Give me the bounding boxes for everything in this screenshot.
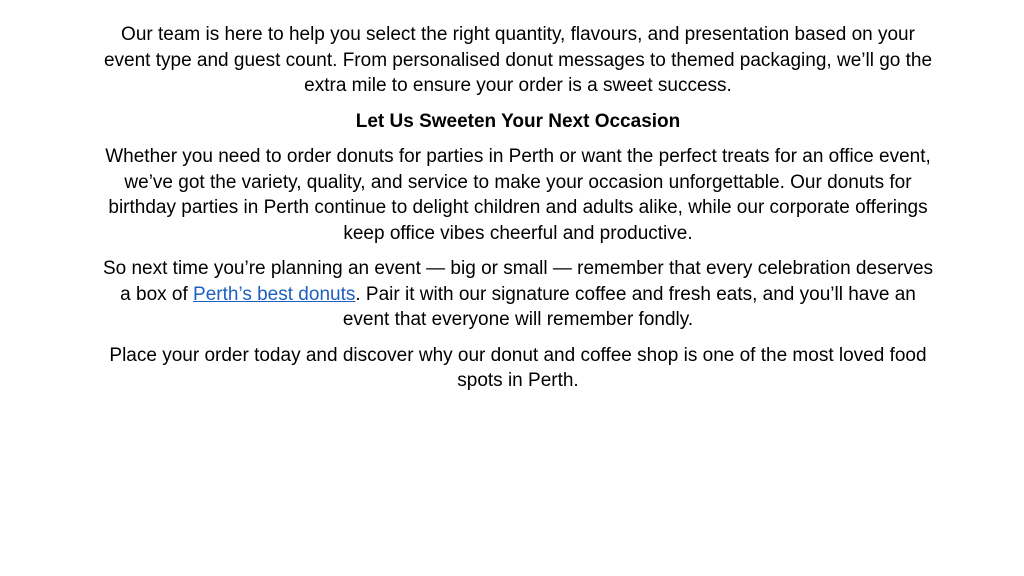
event-paragraph [96, 256, 940, 333]
slide-content [96, 22, 940, 404]
occasion-paragraph: Whether you need to order donuts for parties in Perth or want the perfect treats for an office event, we’ve got the variety, quality, and service to make your occasion unforgettable. Our donuts for birthday parties in Perth continue to delight children and adults alike, while our corporate offerings keep office vibes cheerful and productive. [105, 146, 931, 244]
section-heading: Let Us Sweeten Your Next Occasion [355, 110, 681, 132]
event-paragraph-text-end: . Pair it with our signature coffee and fresh eats, and you’ll have an event that everyone will remember fondly. [342, 283, 916, 330]
event-paragraph-text-start: So next time you’re planning an event — big or small — remember that every celebration deserves a box of [102, 258, 934, 305]
closing-paragraph: Place your order today and discover why our donut and coffee shop is one of the most loved food spots in Perth. [109, 344, 927, 391]
intro-paragraph: Our team is here to help you select the right quantity, flavours, and presentation based on your event type and guest count. From personalised donut messages to themed packaging, we’ll go the extra mile to ensure your order is a sweet success. [103, 24, 933, 96]
perths-best-donuts-link[interactable]: Perth’s best donuts [193, 283, 356, 305]
